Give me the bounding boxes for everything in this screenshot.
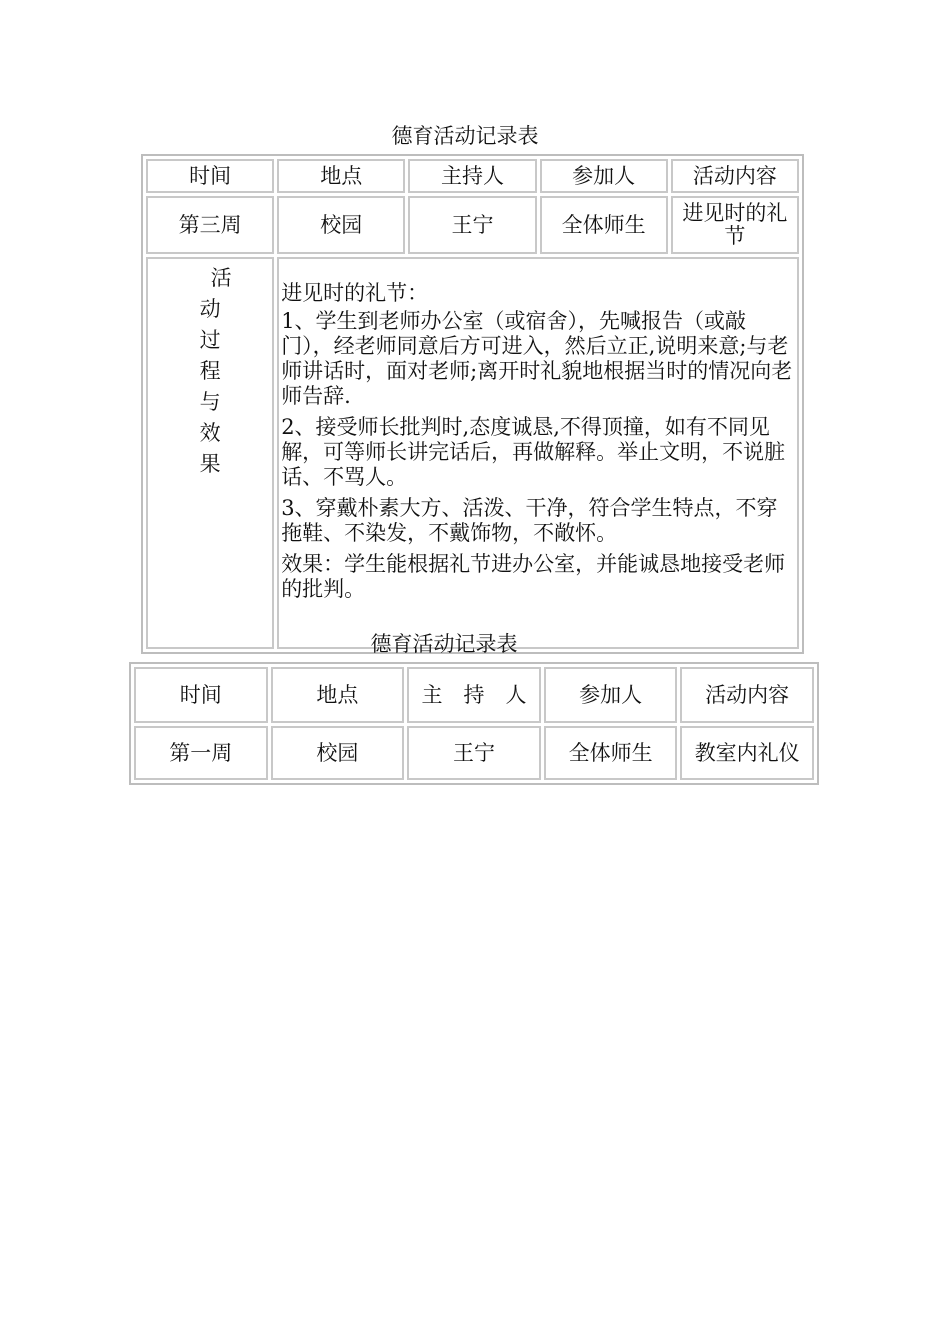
process-label-char: 效	[199, 421, 221, 445]
header-location: 地点	[277, 159, 405, 193]
process-heading: 进见时的礼节：	[281, 281, 429, 305]
data-row	[146, 196, 799, 254]
activity-record-table-2	[129, 662, 819, 785]
process-label-char: 与	[199, 390, 221, 414]
cell-location: 校园	[271, 726, 405, 780]
process-content	[277, 257, 799, 649]
header-participants: 参加人	[544, 667, 678, 723]
process-item-1: 1、学生到老师办公室（或宿舍），先喊报告（或敲门），经老师同意后方可进入，然后立正,说明来意;与老师讲话时，面对老师;离开时礼貌地根据当时的情况向老师告辞.	[281, 309, 793, 408]
header-host: 主 持 人	[407, 667, 541, 723]
cell-activity-content: 进见时的礼节	[671, 196, 799, 254]
table2-title: 德育活动记录表	[370, 632, 518, 656]
process-effect: 效果：学生能根据礼节进办公室，并能诚恳地接受老师的批判。	[281, 552, 786, 601]
process-label-char: 果	[199, 452, 221, 476]
cell-host: 王宁	[407, 726, 541, 780]
process-label-char: 过	[199, 328, 221, 352]
data-row	[134, 726, 814, 780]
process-row	[146, 257, 799, 649]
header-activity-content: 活动内容	[671, 159, 799, 193]
cell-activity-content: 教室内礼仪	[680, 726, 814, 780]
table1-title: 德育活动记录表	[391, 124, 539, 148]
cell-participants: 全体师生	[540, 196, 668, 254]
process-label	[146, 257, 274, 649]
header-host: 主持人	[408, 159, 536, 193]
header-activity-content: 活动内容	[680, 667, 814, 723]
header-participants: 参加人	[540, 159, 668, 193]
header-row	[134, 667, 814, 723]
cell-location: 校园	[277, 196, 405, 254]
header-location: 地点	[271, 667, 405, 723]
process-item-3: 3、穿戴朴素大方、活泼、干净，符合学生特点，不穿拖鞋、不染发，不戴饰物，不敞怀。	[281, 496, 778, 545]
process-label-char: 动	[199, 297, 221, 321]
header-time: 时间	[146, 159, 274, 193]
cell-time: 第一周	[134, 726, 268, 780]
header-time: 时间	[134, 667, 268, 723]
activity-record-table-1	[141, 154, 804, 654]
cell-host: 王宁	[408, 196, 536, 254]
process-label-char: 活	[210, 266, 232, 290]
cell-time: 第三周	[146, 196, 274, 254]
header-row	[146, 159, 799, 193]
process-item-2: 2、接受师长批判时,态度诚恳,不得顶撞，如有不同见解，可等师长讲完话后，再做解释。举止文明，不说脏话、不骂人。	[281, 415, 786, 489]
cell-participants: 全体师生	[544, 726, 678, 780]
process-label-char: 程	[199, 359, 221, 383]
